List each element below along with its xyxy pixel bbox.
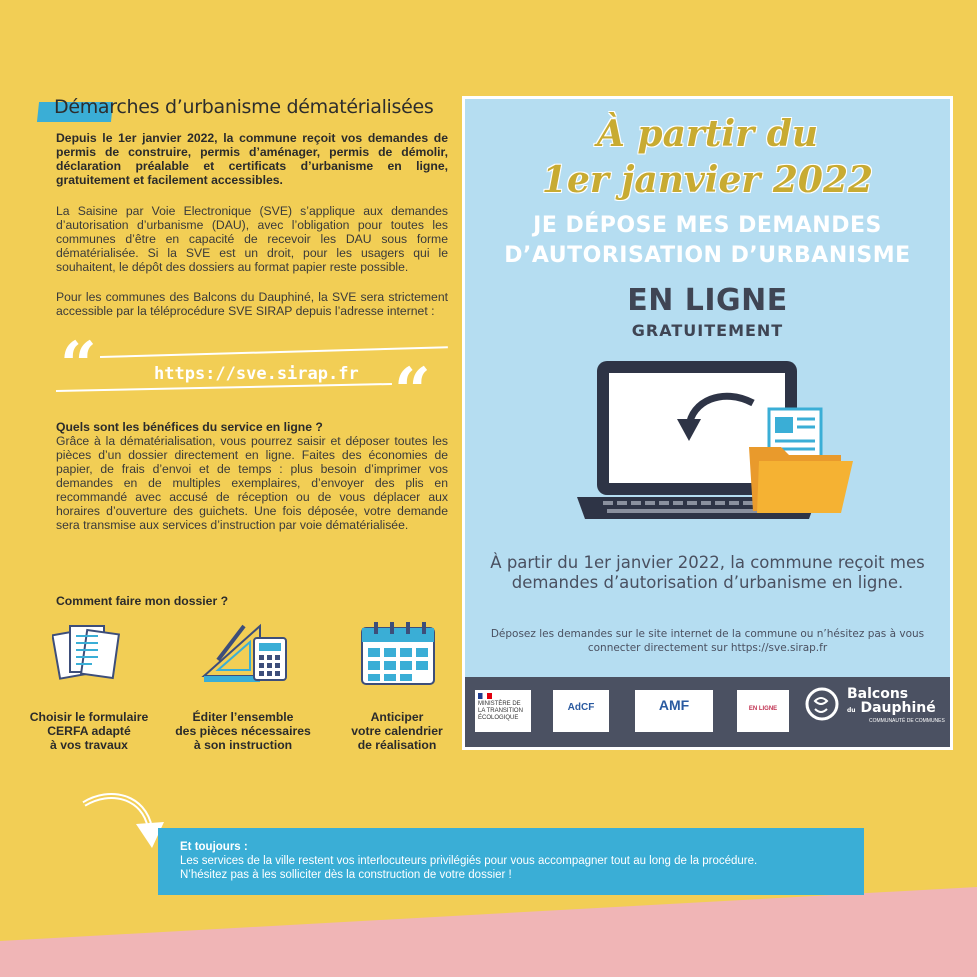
- adcf-logo: AdCF: [553, 690, 609, 732]
- intro-paragraph: Depuis le 1er janvier 2022, la commune reçoit vos demandes de permis de construire, permis d’aménager, permis de démolir, déclaration préalable et certificats d’urbanisme en ligne, gratuitement et facilement accessibles.: [56, 131, 448, 187]
- step-label-pieces: [163, 710, 323, 752]
- step-2-line-1: Éditer l’ensemble: [192, 710, 294, 724]
- close-quote-icon: “: [394, 354, 431, 429]
- poster-description: À partir du 1er janvier 2022, la commune reçoit mes demandes d’autorisation d’urbanisme en ligne.: [490, 553, 925, 592]
- step-2-line-2: des pièces nécessaires: [175, 724, 311, 738]
- balcons-du-dauphine-logo: [805, 686, 945, 726]
- step-3-line-3: de réalisation: [357, 738, 437, 752]
- balcons-name-3: Dauphiné: [860, 700, 936, 716]
- poster-gratuitement: GRATUITEMENT: [631, 321, 784, 340]
- balcons-name-1: Balcons: [847, 686, 909, 702]
- poster-caps-line-1: JE DÉPOSE MES DEMANDES: [533, 213, 882, 238]
- calendar-icon: [360, 620, 436, 686]
- step-3-line-2: votre calendrier: [351, 724, 443, 738]
- step-1-line-2: CERFA adapté: [47, 724, 131, 738]
- balcons-name-2: du: [847, 707, 856, 714]
- partner-logo-bar: [465, 677, 950, 747]
- sve-paragraph: La Saisine par Voie Electronique (SVE) s’applique aux demandes d’autorisation d’urbanisme (DAU), avec l’obligation pour toutes les communes d’être en capacité de recevoir les DAU sous forme dématérialisée. Si la SVE est un droit, pour les usagers qui le souhaitent, le dépôt des dossiers au format papier reste possible.: [56, 204, 448, 274]
- balcons-paragraph: Pour les communes des Balcons du Dauphiné, la SVE sera strictement accessible par la téléprocédure SVE SIRAP depuis l’adresse internet :: [56, 290, 448, 318]
- step-label-calendrier: [317, 710, 477, 752]
- callout-title: Et toujours :: [180, 841, 248, 853]
- poster-en-ligne: EN LIGNE: [627, 283, 788, 318]
- callout-line-2: N’hésitez pas à les solliciter dès la construction de votre dossier !: [180, 869, 512, 881]
- ministere-logo: [475, 690, 531, 732]
- flag-icon: [478, 693, 492, 699]
- benefits-text: Grâce à la dématérialisation, vous pourrez saisir et déposer toutes les pièces d’un dossier directement en ligne. Faites des économies de papier, de frais d’envoi et de temps : plus besoin d’imprimer vos demandes en de multiples exemplaires, d’envoyer des plis en recommandé avec accusé de réception ou de vous déplacer aux horaires d’ouverture des guichets. Une fois déposée, votre demande sera transmise aux services d’instruction par voie dématérialisée.: [56, 434, 448, 532]
- url-divider-bottom: [56, 383, 392, 392]
- page-title: Démarches d’urbanisme dématérialisées: [54, 96, 434, 118]
- sve-url-link[interactable]: https://sve.sirap.fr: [154, 364, 359, 384]
- demarches-en-ligne-logo: EN LIGNE: [737, 690, 789, 732]
- benefits-title: Quels sont les bénéfices du service en ligne ?: [56, 420, 323, 434]
- drawing-tools-icon: [198, 620, 290, 684]
- documents-icon: [52, 620, 124, 682]
- step-3-line-1: Anticiper: [370, 710, 424, 724]
- amf-logo: AMF: [635, 690, 713, 732]
- poster-panel: [465, 99, 950, 747]
- balcons-subtitle: COMMUNAUTÉ DE COMMUNES: [869, 718, 945, 724]
- poster-caps-line-2: D’AUTORISATION D’URBANISME: [504, 243, 911, 268]
- page-title-block: [38, 94, 458, 128]
- step-1-line-1: Choisir le formulaire: [29, 710, 149, 724]
- poster-title-line-1: À partir du: [596, 113, 819, 155]
- pink-decorative-band: [0, 887, 977, 977]
- ministere-logo-text: MINISTÈRE DE LA TRANSITION ÉCOLOGIQUE: [478, 701, 523, 721]
- poster-title-line-2: 1er janvier 2022: [541, 159, 874, 201]
- how-title: Comment faire mon dossier ?: [56, 594, 229, 608]
- step-label-formulaire: [9, 710, 169, 752]
- step-2-line-3: à son instruction: [193, 738, 293, 752]
- balcons-emblem-icon: [805, 687, 839, 721]
- balcons-name: [847, 687, 936, 718]
- callout-box: [158, 828, 864, 895]
- open-quote-icon: “: [60, 328, 97, 403]
- poster-small-text: Déposez les demandes sur le site internet de la commune ou n’hésitez pas à vous connecter directement sur https://sve.sirap.fr: [490, 628, 925, 654]
- poster: [462, 96, 953, 750]
- callout-line-1: Les services de la ville restent vos interlocuteurs privilégiés pour vous accompagner tout au long de la procédure.: [180, 855, 758, 867]
- step-1-line-3: à vos travaux: [50, 738, 128, 752]
- laptop-upload-illustration: [573, 357, 853, 532]
